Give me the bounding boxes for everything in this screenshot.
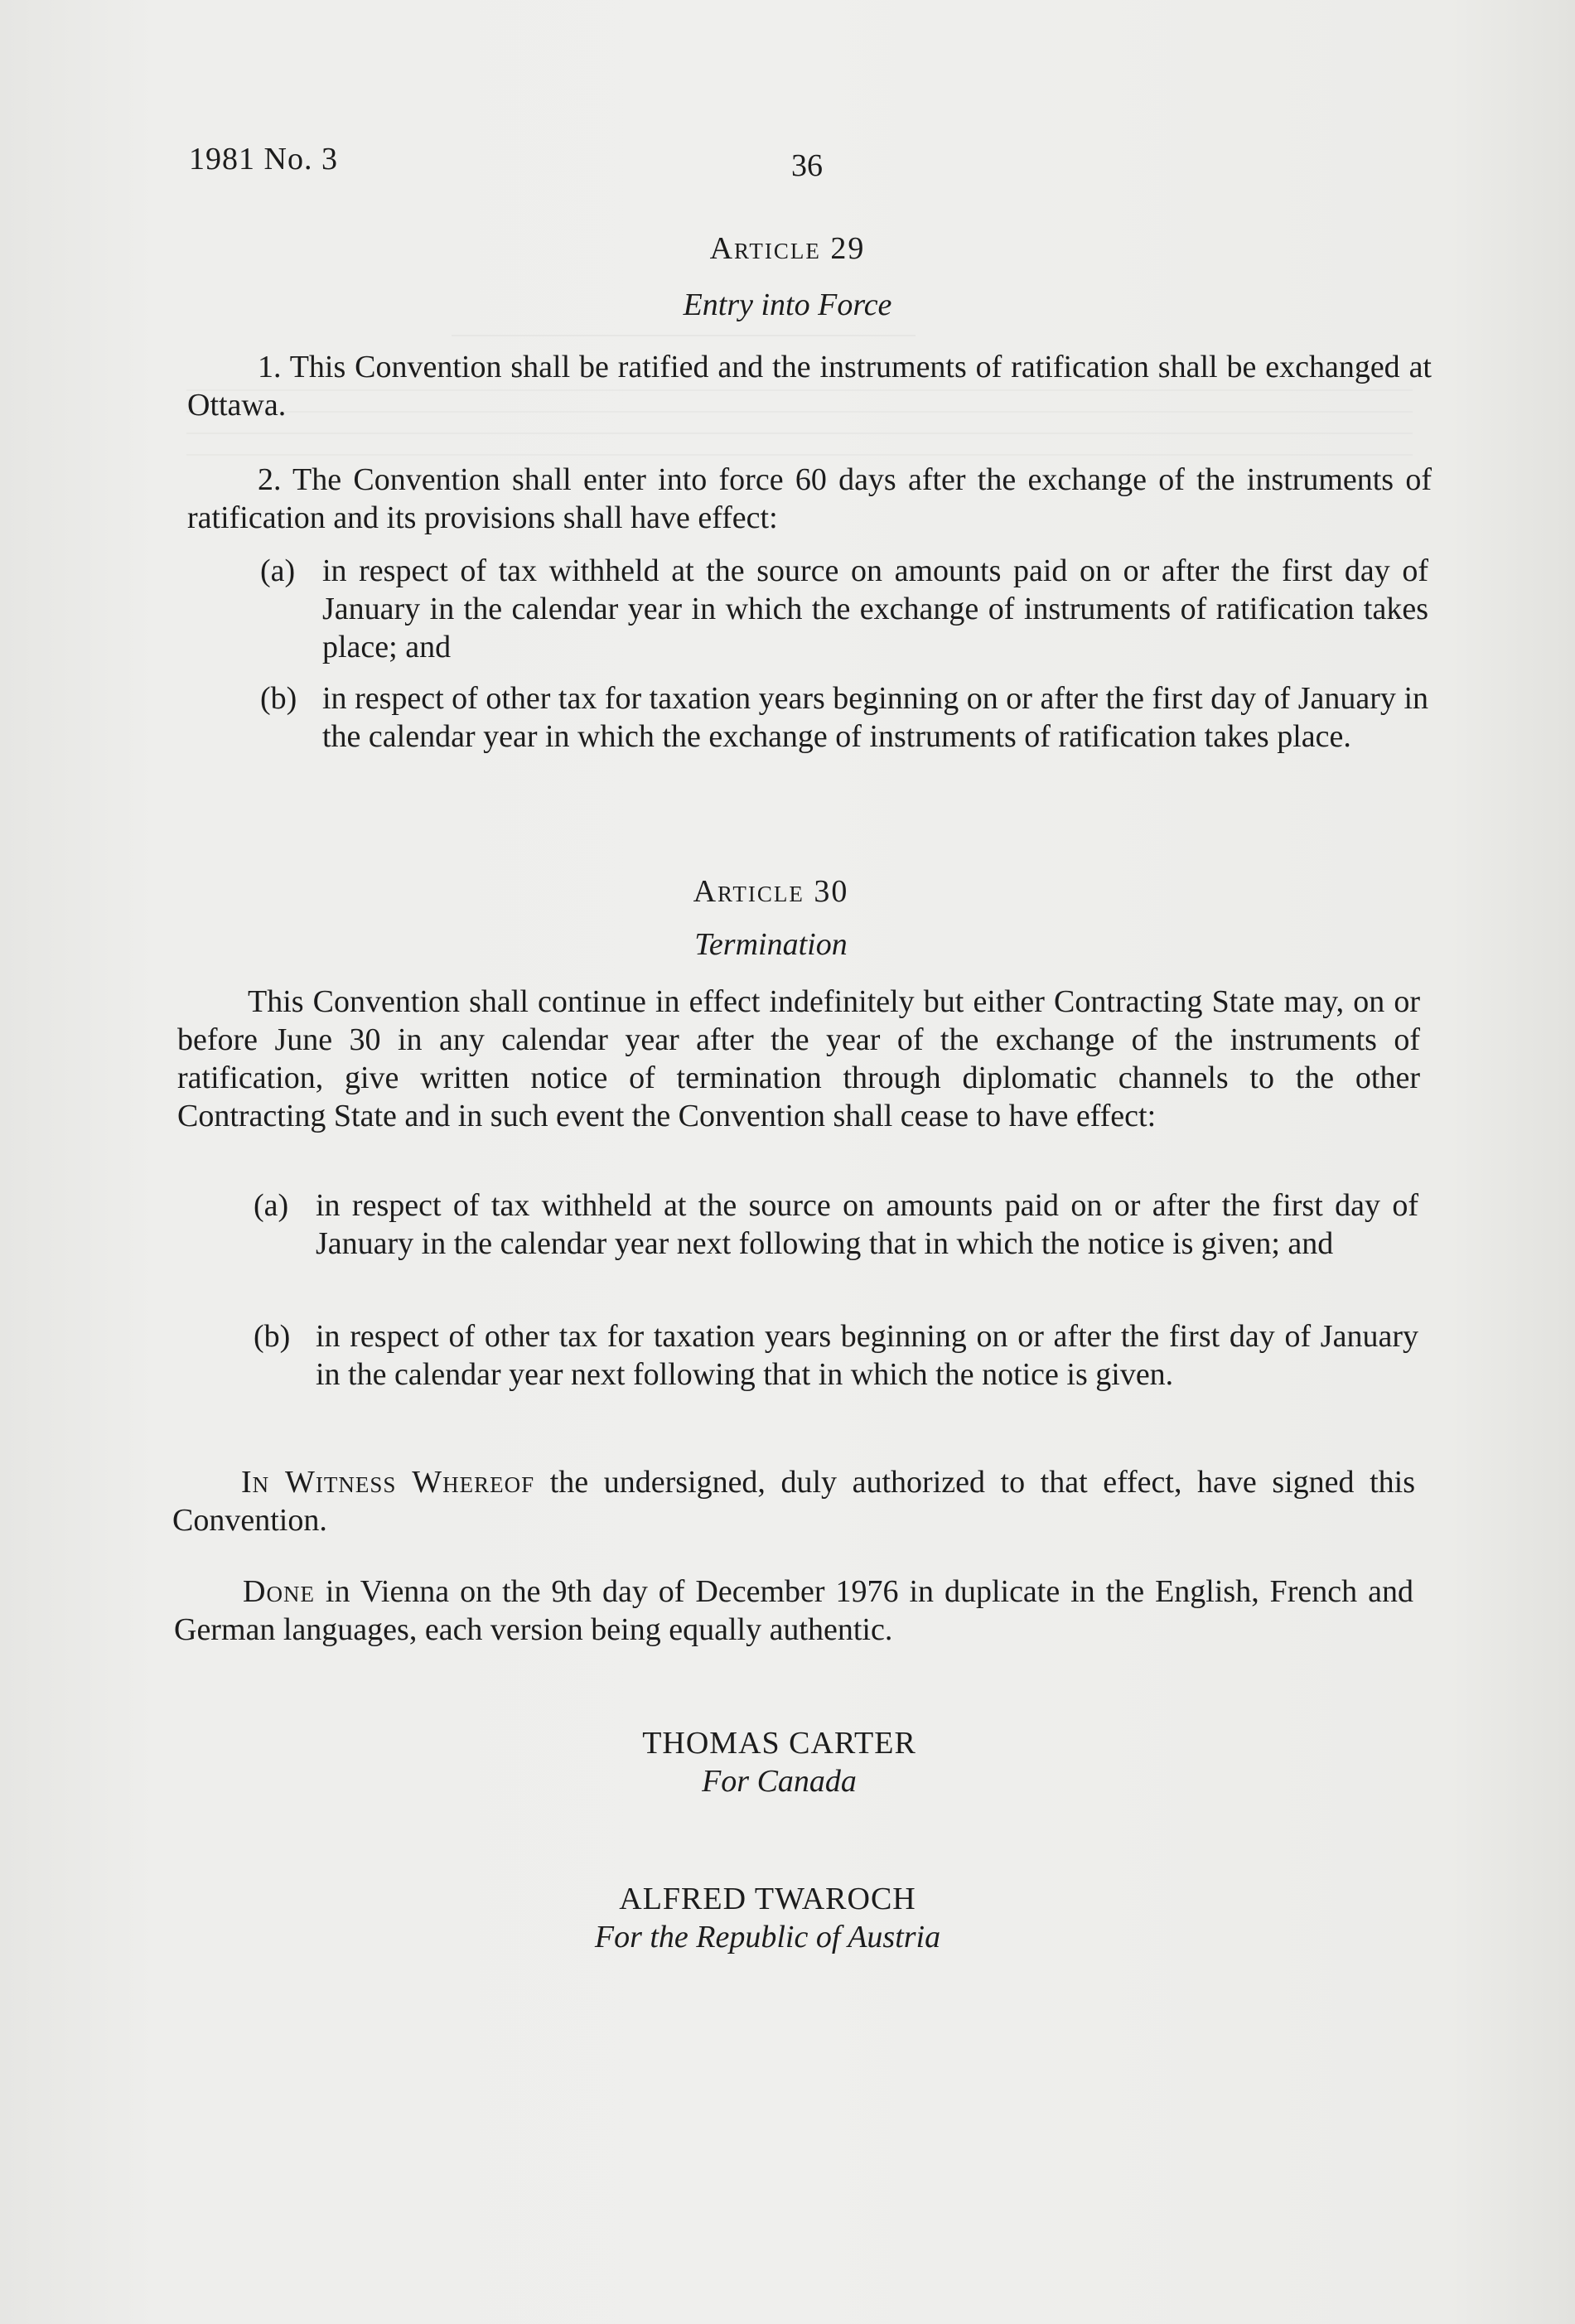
article-29-paragraph-1: 1. This Convention shall be ratified and the instruments of ratification shall be exchanged at Ottawa. xyxy=(187,350,1432,423)
article-30-item-b xyxy=(254,1317,1418,1433)
signatory-canada-name: THOMAS CARTER xyxy=(642,1726,916,1761)
article-29-title: Article 29 xyxy=(709,231,866,266)
signatory-austria-name: ALFRED TWAROCH xyxy=(619,1882,916,1916)
item-label: (b) xyxy=(254,1319,291,1354)
item-label: (a) xyxy=(254,1188,289,1223)
witness-clause: In Witness Whereof the undersigned, duly authorized to that effect, have signed this Convention. xyxy=(172,1465,1416,1538)
article-29-paragraph-2: 2. The Convention shall enter into force 60 days after the exchange of the instruments of ratification and its provisions shall have effect: xyxy=(187,462,1432,535)
article-29-subtitle: Entry into Force xyxy=(683,287,892,322)
item-label: (a) xyxy=(260,553,296,588)
article-30-paragraph: This Convention shall continue in effect indefinitely but either Contracting State may, on or before June 30 in any calendar year after the year of the exchange of the instruments of ratification, give written notice of termination through diplomatic channels to the other Contracting State and in such event the Convention shall cease to have effect: xyxy=(177,984,1420,1133)
item-text: in respect of other tax for taxation years beginning on or after the first day of January in the calendar year next following that in which the notice is given. xyxy=(316,1319,1418,1392)
done-clause: Done in Vienna on the 9th day of December 1976 in duplicate in the English, French and German languages, each version being equally authentic. xyxy=(174,1574,1413,1647)
item-text: in respect of tax withheld at the source on amounts paid on or after the first day of January in the calendar year next following that in which the notice is given; and xyxy=(316,1188,1418,1261)
item-text: in respect of tax withheld at the source on amounts paid on or after the first day of January in the calendar year in which the exchange of instruments of ratification takes place; and xyxy=(322,553,1428,664)
article-30-subtitle: Termination xyxy=(694,927,848,962)
done-lead: Done xyxy=(243,1574,315,1609)
witness-lead: In Witness Whereof xyxy=(241,1465,535,1500)
article-29-item-a xyxy=(260,552,1428,668)
page-header: 1981 No. 3 xyxy=(189,142,338,176)
article-29-item-b xyxy=(260,679,1428,795)
item-text: in respect of other tax for taxation years beginning on or after the first day of January in the calendar year in which the exchange of instruments of ratification takes place. xyxy=(322,681,1428,754)
article-30-item-a xyxy=(254,1186,1418,1302)
signatory-austria-role: For the Republic of Austria xyxy=(594,1920,941,1954)
article-30-title: Article 30 xyxy=(693,874,849,909)
item-label: (b) xyxy=(260,681,297,716)
page-number: 36 xyxy=(791,148,823,183)
signatory-canada-role: For Canada xyxy=(702,1764,857,1799)
